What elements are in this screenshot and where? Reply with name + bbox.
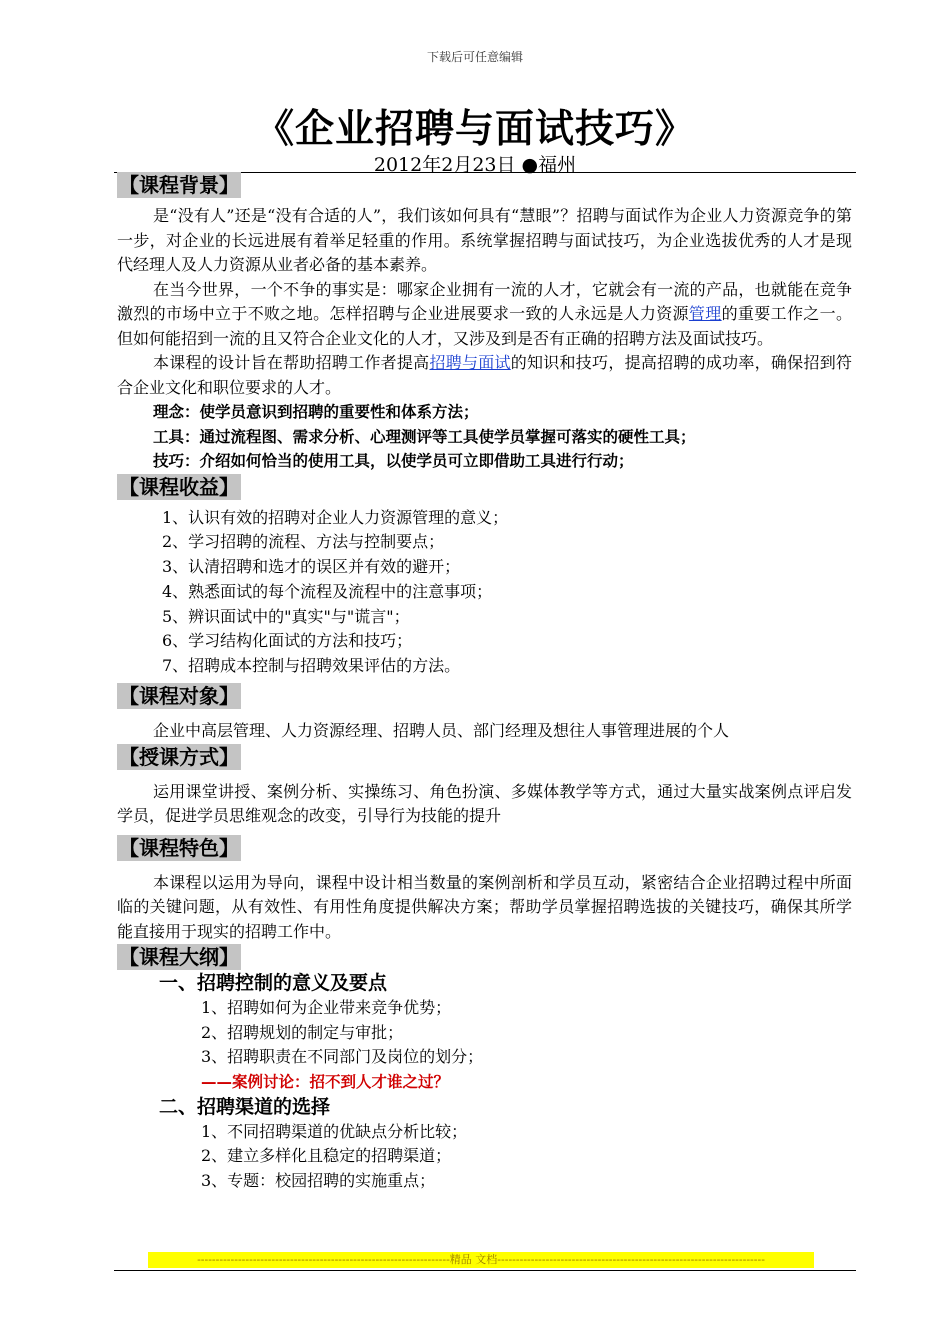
concept-line: 理念：使学员意识到招聘的重要性和体系方法； xyxy=(153,403,479,421)
background-paragraph-3: 本课程的设计旨在帮助招聘工作者提高招聘与面试的知识和技巧，提高招聘的成功率，确保招到符合企业文化和职位要求的人才。 xyxy=(117,353,852,397)
benefits-list xyxy=(117,506,852,680)
footer-rule xyxy=(114,1270,856,1271)
skills-line: 技巧：介绍如何恰当的使用工具，以使学员可立即借助工具进行行动； xyxy=(153,452,634,470)
section-heading-outline: 【课程大纲】 xyxy=(119,945,239,970)
document-subtitle: 2012年2月23日 ●福州 xyxy=(373,154,577,176)
link-recruitment-interview[interactable]: 招聘与面试 xyxy=(429,353,511,372)
document-title: 《企业招聘与面试技巧》 xyxy=(254,107,695,152)
list-item: 5、辨识面试中的"真实"与"谎言"； xyxy=(162,606,410,626)
list-item: 2、招聘规划的制定与审批； xyxy=(201,1022,404,1042)
header-note: 下载后可任意编辑 xyxy=(426,50,523,64)
outline-part-2-title: 二、招聘渠道的选择 xyxy=(159,1095,331,1118)
section-heading-benefits: 【课程收益】 xyxy=(119,474,239,499)
link-management[interactable]: 管理 xyxy=(688,304,722,323)
list-item: 1、不同招聘渠道的优缺点分析比较； xyxy=(201,1121,468,1141)
tools-line: 工具：通过流程图、需求分析、心理测评等工具使学员掌握可落实的硬性工具； xyxy=(153,427,696,446)
section-heading-method: 【授课方式】 xyxy=(119,744,239,769)
footer-banner: --------------------------------------------------------------------精品 文档------------------------------------------------------------------------ xyxy=(148,1252,814,1268)
background-paragraph-1: 是“没有人”还是“没有合适的人”，我们该如何具有“慧眼”？招聘与面试作为企业人力资源竞争的第一步，对企业的长远进展有着举足轻重的作用。系统掌握招聘与面试技巧，为企业选拔优秀的人才是现代经理人及人力资源从业者必备的基本素养。 xyxy=(117,206,852,274)
case-discussion: ——案例讨论：招不到人才谁之过？ xyxy=(201,1072,450,1091)
list-item: 1、招聘如何为企业带来竞争优势； xyxy=(201,998,452,1018)
section-heading-background: 【课程背景】 xyxy=(119,173,239,197)
document-body xyxy=(117,172,852,1193)
features-text: 本课程以运用为导向，课程中设计相当数量的案例剖析和学员互动，紧密结合企业招聘过程中所面临的关键问题，从有效性、有用性角度提供解决方案；帮助学员掌握招聘选拔的关键技巧，确保其所学能直接用于现实的招聘工作中。 xyxy=(117,872,852,941)
list-item: 7、招聘成本控制与招聘效果评估的方法。 xyxy=(162,656,461,676)
method-text: 运用课堂讲授、案例分析、实操练习、角色扮演、多媒体教学等方式，通过大量实战案例点评启发学员，促进学员思维观念的改变，引导行为技能的提升 xyxy=(117,781,852,826)
list-item: 3、专题：校园招聘的实施重点； xyxy=(201,1170,436,1190)
list-item: 3、认清招聘和选才的误区并有效的避开； xyxy=(162,557,461,577)
outline-part-1-title: 一、招聘控制的意义及要点 xyxy=(159,972,388,995)
section-heading-audience: 【课程对象】 xyxy=(119,684,239,709)
list-item: 1、认识有效的招聘对企业人力资源管理的意义； xyxy=(162,507,509,527)
background-paragraph-2: 在当今世界，一个不争的事实是：哪家企业拥有一流的人才，它就会有一流的产品，也就能在竞争激烈的市场中立于不败之地。怎样招聘与企业进展要求一致的人永远是人力资源管理的重要工作之一。但如何能招到一流的且又符合企业文化的人才，又涉及到是否有正确的招聘方法及面试技巧。 xyxy=(117,279,852,348)
list-item: 6、学习结构化面试的方法和技巧； xyxy=(162,631,413,651)
audience-text: 企业中高层管理、人力资源经理、招聘人员、部门经理及想往人事管理进展的个人 xyxy=(153,721,730,741)
list-item: 4、熟悉面试的每个流程及流程中的注意事项； xyxy=(162,581,493,601)
list-item: 3、招聘职责在不同部门及岗位的划分； xyxy=(201,1047,484,1067)
section-heading-features: 【课程特色】 xyxy=(119,835,239,860)
list-item: 2、学习招聘的流程、方法与控制要点； xyxy=(162,532,445,552)
list-item: 2、建立多样化且稳定的招聘渠道； xyxy=(201,1146,452,1166)
